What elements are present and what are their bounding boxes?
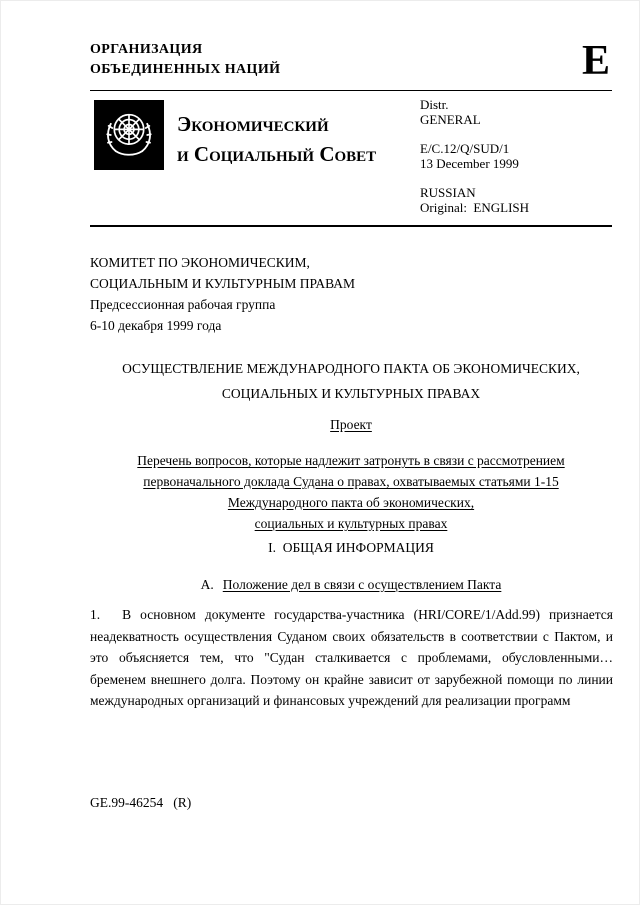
distr-label: Distr. (420, 97, 449, 112)
subsection-letter: A. (200, 577, 214, 592)
council-name (177, 109, 376, 169)
council-name-line1: Экономический (177, 112, 329, 136)
committee-line1: КОМИТЕТ ПО ЭКОНОМИЧЕСКИМ, (90, 255, 310, 270)
doc-symbol: E/C.12/Q/SUD/1 (420, 141, 510, 156)
doc-language: RUSSIAN (420, 185, 476, 200)
doc-original-language: Original: ENGLISH (420, 199, 530, 215)
divider-thick (90, 225, 612, 227)
committee-line2: СОЦИАЛЬНЫМ И КУЛЬТУРНЫМ ПРАВАМ (90, 276, 355, 291)
section-heading: I. ОБЩАЯ ИНФОРМАЦИЯ (268, 540, 434, 555)
paragraph-1 (90, 604, 613, 712)
document-subtitle (90, 450, 612, 534)
document-title-line2: СОЦИАЛЬНЫХ И КУЛЬТУРНЫХ ПРАВАХ (221, 386, 481, 401)
paragraph-text: В основном документе государства-участника (HRI/CORE/1/Add.99) признается неадекватность осуществления Суданом своих обязательств в соответствии с Пактом, и это объясняется тем, что "Судан сталкивается с проблемами, обусловленными… бременем внешнего долга. Поэтому он крайне зависит от зарубежной помощи по линии международных организаций и финансовых учреждений для реализации программ (90, 607, 613, 708)
document-reference-footer: GE.99-46254 (R) (90, 795, 192, 810)
subsection-heading (90, 577, 612, 593)
divider-thin (90, 90, 612, 91)
subtitle-line2: первоначального доклада Судана о правах, охватываемых статьями 1-15 (143, 474, 559, 489)
document-title (90, 356, 612, 406)
committee-block (90, 252, 355, 336)
un-emblem-icon (94, 100, 164, 170)
distr-value: GENERAL (420, 111, 481, 127)
spacer (420, 171, 529, 186)
org-name-line1: ОРГАНИЗАЦИЯ (90, 42, 203, 57)
org-name (90, 40, 280, 80)
subtitle-line4: социальных и культурных правах (254, 516, 448, 531)
distribution-block (420, 98, 529, 215)
session-dates-line: 6-10 декабря 1999 года (90, 318, 222, 333)
paragraph-number: 1. (90, 607, 101, 622)
doc-date: 13 December 1999 (420, 155, 519, 171)
council-name-line2: и Социальный Совет (177, 142, 377, 166)
subsection-title: Положение дел в связи с осуществлением Пакта (222, 577, 502, 592)
subtitle-line1: Перечень вопросов, которые надлежит затронуть в связи с рассмотрением (137, 453, 565, 468)
spacer (420, 127, 529, 142)
working-group-line: Предсессионная рабочая группа (90, 297, 276, 312)
draft-label: Проект (330, 417, 372, 432)
subtitle-line3: Международного пакта об экономических, (227, 495, 475, 510)
org-name-line2: ОБЪЕДИНЕННЫХ НАЦИЙ (90, 62, 281, 77)
document-title-line1: ОСУЩЕСТВЛЕНИЕ МЕЖДУНАРОДНОГО ПАКТА ОБ ЭКОНОМИЧЕСКИХ, (122, 361, 580, 376)
document-series-letter: E (582, 38, 611, 84)
